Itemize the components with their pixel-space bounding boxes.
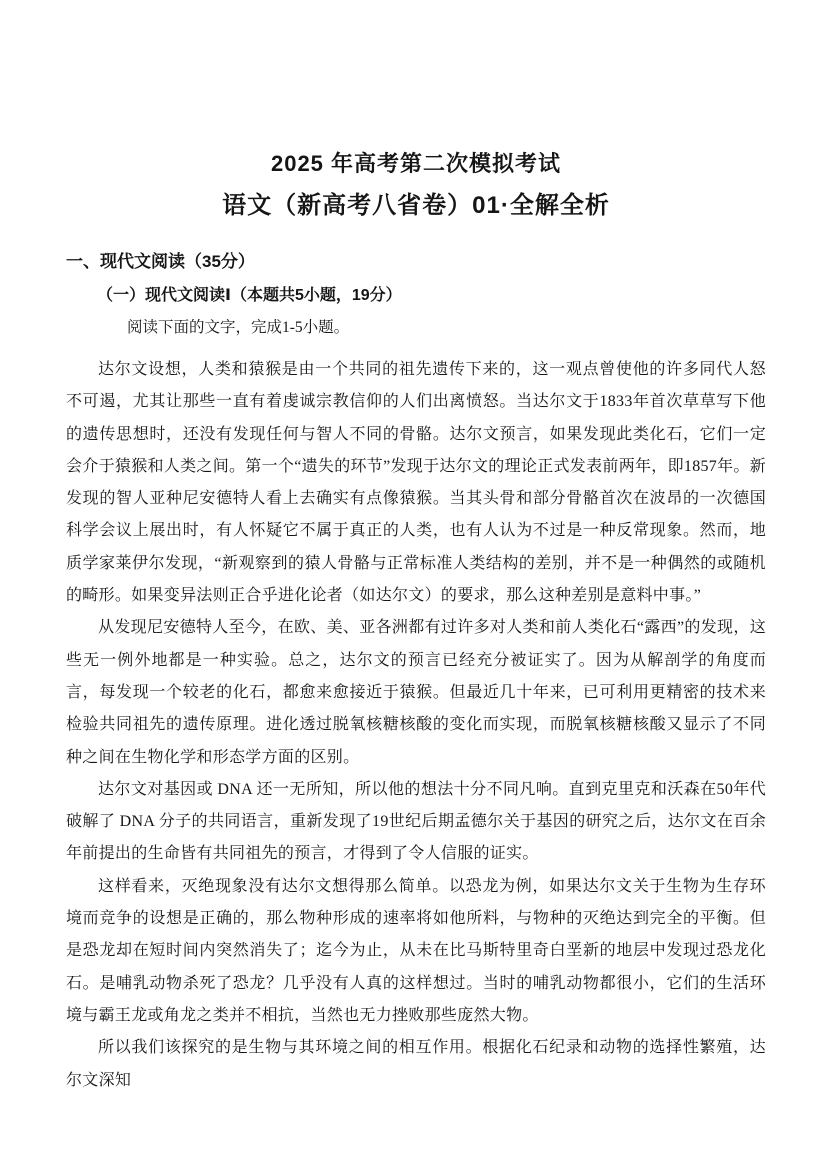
passage-paragraph-4: 这样看来，灭绝现象没有达尔文想得那么简单。以恐龙为例，如果达尔文关于生物为生存环境而竞争的设想是正确的，那么物种形成的速率将如他所料，与物种的灭绝达到完全的平衡。但是恐龙却在短时间内突然消失了；迄今为止，从未在比马斯特里奇白垩新的地层中发现过恐龙化石。是哺乳动物杀死了恐龙？几乎没有人真的这样想过。当时的哺乳动物都很小，它们的生活环境与霸王龙或角龙之类并不相抗，当然也无力挫败那些庞然大物。: [66, 877, 766, 1024]
passage-paragraph-3: 达尔文对基因或 DNA 还一无所知，所以他的想法十分不同凡响。直到克里克和沃森在50年代破解了 DNA 分子的共同语言，重新发现了19世纪后期孟德尔关于基因的研究之后，达尔文在百余年前提出的生命皆有共同祖先的预言，才得到了令人信服的证实。: [66, 780, 766, 863]
passage-paragraph-1: 达尔文设想，人类和猿猴是由一个共同的祖先遗传下来的，这一观点曾使他的许多同代人怒不可遏，尤其让那些一直有着虔诚宗教信仰的人们出离愤怒。当达尔文于1833年首次草草写下他的遗传思想时，还没有发现任何与智人不同的骨骼。达尔文预言，如果发现此类化石，它们一定会介于猿猴和人类之间。第一个“遗失的环节”发现于达尔文的理论正式发表前两年，即1857年。新发现的智人亚种尼安德特人看上去确实有点像猿猴。当其头骨和部分骨骼首次在波昂的一次德国科学会议上展出时，有人怀疑它不属于真正的人类，也有人认为不过是一种反常现象。然而，地质学家莱伊尔发现，“新观察到的猿人骨骼与正常标准人类结构的差别，并不是一种偶然的或随机的畸形。如果变异法则正合乎进化论者（如达尔文）的要求，那么这种差别是意料中事。”: [66, 361, 767, 605]
subsection-heading-reading-1: （一）现代文阅读Ⅰ（本题共5小题，19分）: [97, 287, 402, 304]
passage-paragraph-5: 所以我们该探究的是生物与其环境之间的相互作用。根据化石纪录和动物的选择性繁殖，达尔文深知: [66, 1039, 766, 1089]
page-title-line-1: 2025 年高考第二次模拟考试: [270, 151, 562, 176]
passage-paragraph-2: 从发现尼安德特人至今，在欧、美、亚各洲都有过许多对人类和前人类化石“露西”的发现，这些无一例外地都是一种实验。总之，达尔文的预言已经充分被证实了。因为从解剖学的角度而言，每发现一个较老的化石，都愈来愈接近于猿猴。但最近几十年来，已可利用更精密的技术来检验共同祖先的遗传原理。进化透过脱氧核糖核酸的变化而实现，而脱氧核糖核酸又显示了不同种之间在生物化学和形态学方面的区别。: [66, 619, 766, 766]
page-title-line-2: 语文（新高考八省卷）01·全解全析: [222, 192, 610, 219]
passage-text: [66, 354, 766, 1097]
reading-instruction: 阅读下面的文字，完成1-5小题。: [127, 319, 350, 336]
section-heading-modern-reading: 一、现代文阅读（35分）: [66, 252, 255, 271]
